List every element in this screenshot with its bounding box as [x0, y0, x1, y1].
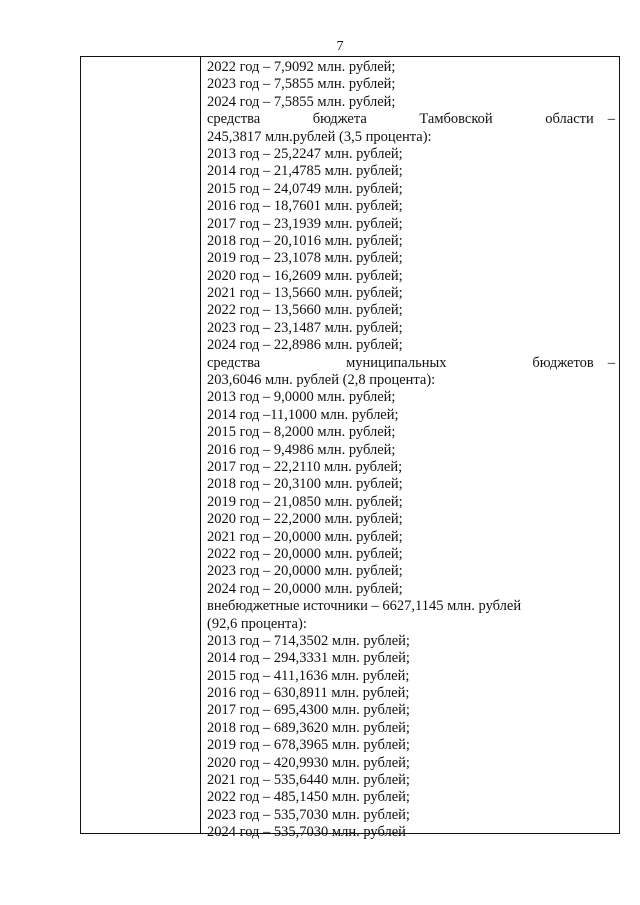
- text-line: 2016 год – 18,7601 млн. рублей;: [207, 198, 403, 215]
- table-left-cell: [81, 57, 201, 833]
- word: бюджета: [312, 111, 367, 128]
- text-line: 2016 год – 9,4986 млн. рублей;: [207, 441, 396, 458]
- text-line: 2023 год – 23,1487 млн. рублей;: [207, 319, 403, 336]
- text-line: 2022 год – 20,0000 млн. рублей;: [207, 545, 403, 562]
- text-line: 2014 год –11,1000 млн. рублей;: [207, 406, 399, 423]
- text-line: 2015 год – 8,2000 млн. рублей;: [207, 424, 396, 441]
- text-line: 2023 год – 535,7030 млн. рублей;: [207, 806, 410, 823]
- text-line: 2024 год – 20,0000 млн. рублей;: [207, 580, 403, 597]
- text-line: 2013 год – 25,2247 млн. рублей;: [207, 145, 403, 162]
- text-line: 2023 год – 20,0000 млн. рублей;: [207, 563, 403, 580]
- text-line: 2019 год – 23,1078 млн. рублей;: [207, 250, 403, 267]
- text-line: 2022 год – 13,5660 млн. рублей;: [207, 302, 403, 319]
- funding-table: [80, 56, 620, 841]
- text-line: 2021 год – 13,5660 млн. рублей;: [207, 285, 403, 302]
- text-line: 2014 год – 21,4785 млн. рублей;: [207, 163, 403, 180]
- text-line: 2019 год – 678,3965 млн. рублей;: [207, 737, 410, 754]
- text-line: 2022 год – 485,1450 млн. рублей;: [207, 789, 410, 806]
- text-line: 2018 год – 20,3100 млн. рублей;: [207, 476, 403, 493]
- text-line: 2021 год – 20,0000 млн. рублей;: [207, 528, 403, 545]
- funding-text: [207, 59, 615, 842]
- word: средства: [207, 354, 261, 371]
- text-line: 2013 год – 714,3502 млн. рублей;: [207, 632, 410, 649]
- text-line: 203,6046 млн. рублей (2,8 процента):: [207, 372, 436, 389]
- text-line: 2020 год – 16,2609 млн. рублей;: [207, 267, 403, 284]
- line-end-dash: –: [607, 111, 615, 128]
- text-line: 2017 год – 22,2110 млн. рублей;: [207, 458, 403, 475]
- text-line: 2014 год – 294,3331 млн. рублей;: [207, 650, 410, 667]
- text-line: 2015 год – 24,0749 млн. рублей;: [207, 180, 403, 197]
- text-line: 2018 год – 20,1016 млн. рублей;: [207, 232, 403, 249]
- text-line: 2015 год – 411,1636 млн. рублей;: [207, 667, 410, 684]
- text-line: 2019 год – 21,0850 млн. рублей;: [207, 493, 403, 510]
- text-line: 2013 год – 9,0000 млн. рублей;: [207, 389, 396, 406]
- page-number: 7: [336, 39, 344, 54]
- text-line: 245,3817 млн.рублей (3,5 процента):: [207, 128, 432, 145]
- word: бюджетов: [532, 354, 594, 371]
- text-line: 2017 год – 23,1939 млн. рублей;: [207, 215, 403, 232]
- justified-words: [207, 111, 608, 128]
- word: области: [545, 111, 594, 128]
- text-line: 2021 год – 535,6440 млн. рублей;: [207, 772, 410, 789]
- text-line: 2024 год – 535,7030 млн. рублей: [207, 824, 406, 841]
- text-line: (92,6 процента):: [207, 615, 307, 632]
- text-line: 2023 год – 7,5855 млн. рублей;: [207, 76, 396, 93]
- text-line: 2018 год – 689,3620 млн. рублей;: [207, 719, 410, 736]
- text-line: 2016 год – 630,8911 млн. рублей;: [207, 685, 410, 702]
- justified-line: [207, 111, 615, 128]
- justified-line: [207, 355, 615, 372]
- word: муниципальных: [346, 354, 447, 371]
- text-line: 2024 год – 22,8986 млн. рублей;: [207, 337, 403, 354]
- text-line: 2024 год – 7,5855 млн. рублей;: [207, 93, 396, 110]
- word: Тамбовской: [419, 111, 493, 128]
- text-line: 2022 год – 7,9092 млн. рублей;: [207, 59, 396, 75]
- justified-words: [207, 355, 608, 372]
- text-line: 2020 год – 22,2000 млн. рублей;: [207, 511, 403, 528]
- text-line: внебюджетные источники – 6627,1145 млн. рублей: [207, 598, 522, 615]
- line-end-dash: –: [607, 354, 615, 371]
- word: средства: [207, 111, 261, 128]
- text-line: 2017 год – 695,4300 млн. рублей;: [207, 702, 410, 719]
- text-line: 2020 год – 420,9930 млн. рублей;: [207, 754, 410, 771]
